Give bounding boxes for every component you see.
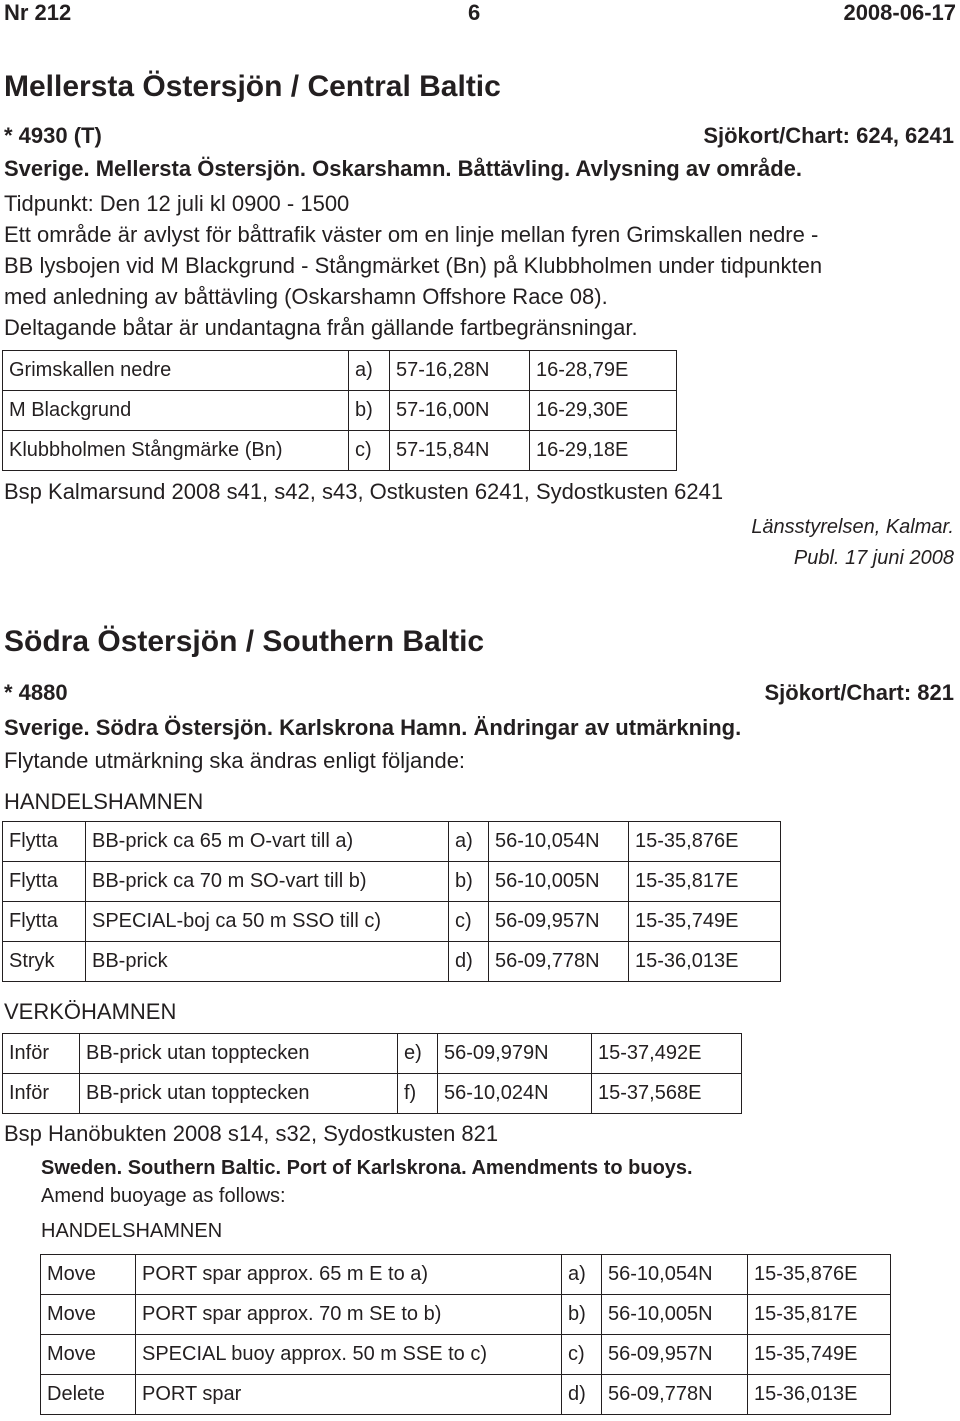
heading-handelshamnen-english: HANDELSHAMNEN xyxy=(41,1220,223,1242)
table-cell: b) xyxy=(349,391,390,431)
table-cell: 15-35,876E xyxy=(748,1255,891,1295)
notice-number-southern: * 4880 xyxy=(4,680,68,705)
table-cell: 15-37,568E xyxy=(592,1074,742,1114)
heading-verkohamnen: VERKÖHAMNEN xyxy=(4,999,177,1024)
table-cell: 57-16,00N xyxy=(390,391,530,431)
page-number: 6 xyxy=(468,0,481,25)
table-cell: 56-09,957N xyxy=(602,1335,748,1375)
table-cell: 56-10,054N xyxy=(602,1255,748,1295)
section-title-southern: Södra Östersjön / Southern Baltic xyxy=(4,625,485,658)
table-cell: 15-35,876E xyxy=(629,822,781,862)
notice-body-central xyxy=(4,188,822,343)
body-line: med anledning av båttävling (Oskarshamn Offshore Race 08). xyxy=(4,284,608,309)
table-cell: Move xyxy=(41,1335,136,1375)
table-cell: M Blackgrund xyxy=(3,391,349,431)
table-cell: PORT spar approx. 70 m SE to b) xyxy=(136,1295,562,1335)
table-cell: b) xyxy=(562,1295,602,1335)
table-cell: SPECIAL-boj ca 50 m SSO till c) xyxy=(86,902,449,942)
heading-handelshamnen: HANDELSHAMNEN xyxy=(4,789,204,814)
notice-subject-central: Sverige. Mellersta Östersjön. Oskarshamn. Båttävling. Avlysning av område. xyxy=(4,156,802,181)
table-cell: 56-10,054N xyxy=(489,822,629,862)
notice-subject-southern: Sverige. Södra Östersjön. Karlskrona Hamn. Ändringar av utmärkning. xyxy=(4,715,742,740)
table-row xyxy=(41,1335,891,1375)
table-row xyxy=(41,1375,891,1415)
table-cell: BB-prick ca 70 m SO-vart till b) xyxy=(86,862,449,902)
table-cell: a) xyxy=(562,1255,602,1295)
notice-intro-english: Amend buoyage as follows: xyxy=(41,1185,286,1207)
buoy-table-handelshamnen xyxy=(2,821,781,982)
table-cell: c) xyxy=(449,902,489,942)
table-cell: 16-28,79E xyxy=(530,351,677,391)
table-cell: Inför xyxy=(3,1034,80,1074)
table-cell: 15-35,817E xyxy=(629,862,781,902)
section-title-central: Mellersta Östersjön / Central Baltic xyxy=(4,70,501,103)
body-line: Tidpunkt: Den 12 juli kl 0900 - 1500 xyxy=(4,191,350,216)
buoy-table-verkohamnen xyxy=(2,1033,742,1114)
table-cell: d) xyxy=(449,942,489,982)
issue-date: 2008-06-17 xyxy=(843,0,956,25)
table-row xyxy=(3,1074,742,1114)
table-cell: Flytta xyxy=(3,862,86,902)
table-cell: BB-prick utan topptecken xyxy=(80,1074,398,1114)
table-row xyxy=(3,1034,742,1074)
table-row xyxy=(3,942,781,982)
position-table-central xyxy=(2,350,677,471)
table-cell: PORT spar approx. 65 m E to a) xyxy=(136,1255,562,1295)
table-cell: 56-09,778N xyxy=(602,1375,748,1415)
issue-number: Nr 212 xyxy=(4,0,72,25)
table-cell: 15-37,492E xyxy=(592,1034,742,1074)
bsp-reference-central: Bsp Kalmarsund 2008 s41, s42, s43, Ostkusten 6241, Sydostkusten 6241 xyxy=(4,479,724,504)
table-cell: Grimskallen nedre xyxy=(3,351,349,391)
table-cell: 15-36,013E xyxy=(629,942,781,982)
table-cell: BB-prick ca 65 m O-vart till a) xyxy=(86,822,449,862)
table-cell: PORT spar xyxy=(136,1375,562,1415)
table-cell: 56-10,005N xyxy=(489,862,629,902)
body-line: BB lysbojen vid M Blackgrund - Stångmärket (Bn) på Klubbholmen under tidpunkten xyxy=(4,253,823,278)
table-cell: 56-10,005N xyxy=(602,1295,748,1335)
notice-subject-english: Sweden. Southern Baltic. Port of Karlskrona. Amendments to buoys. xyxy=(41,1157,693,1179)
bsp-reference-southern: Bsp Hanöbukten 2008 s14, s32, Sydostkusten 821 xyxy=(4,1121,499,1146)
chart-ref-central: Sjökort/Chart: 624, 6241 xyxy=(703,123,954,148)
issuing-authority: Länsstyrelsen, Kalmar. xyxy=(751,516,954,538)
table-row xyxy=(41,1295,891,1335)
table-cell: e) xyxy=(398,1034,438,1074)
table-cell: Inför xyxy=(3,1074,80,1114)
table-cell: 57-15,84N xyxy=(390,431,530,471)
table-cell: b) xyxy=(449,862,489,902)
table-row xyxy=(3,391,677,431)
chart-ref-southern: Sjökort/Chart: 821 xyxy=(764,680,954,705)
table-cell: a) xyxy=(349,351,390,391)
table-row xyxy=(3,902,781,942)
table-cell: Flytta xyxy=(3,902,86,942)
table-row xyxy=(3,822,781,862)
table-cell: 15-36,013E xyxy=(748,1375,891,1415)
table-cell: 16-29,30E xyxy=(530,391,677,431)
buoy-table-english xyxy=(40,1254,891,1415)
table-cell: Move xyxy=(41,1295,136,1335)
table-cell: 56-09,778N xyxy=(489,942,629,982)
table-cell: a) xyxy=(449,822,489,862)
table-cell: 16-29,18E xyxy=(530,431,677,471)
table-cell: 56-09,979N xyxy=(438,1034,592,1074)
table-cell: Stryk xyxy=(3,942,86,982)
table-row xyxy=(3,862,781,902)
table-cell: 57-16,28N xyxy=(390,351,530,391)
table-cell: BB-prick xyxy=(86,942,449,982)
body-line: Ett område är avlyst för båttrafik väster om en linje mellan fyren Grimskallen nedre - xyxy=(4,222,819,247)
notice-intro-southern: Flytande utmärkning ska ändras enligt följande: xyxy=(4,748,466,773)
table-cell: BB-prick utan topptecken xyxy=(80,1034,398,1074)
publication-date: Publ. 17 juni 2008 xyxy=(793,547,954,569)
table-cell: c) xyxy=(349,431,390,471)
body-line: Deltagande båtar är undantagna från gällande fartbegränsningar. xyxy=(4,315,638,340)
table-row xyxy=(3,351,677,391)
table-cell: c) xyxy=(562,1335,602,1375)
table-cell: d) xyxy=(562,1375,602,1415)
table-cell: f) xyxy=(398,1074,438,1114)
table-row xyxy=(41,1255,891,1295)
table-row xyxy=(3,431,677,471)
table-cell: 56-10,024N xyxy=(438,1074,592,1114)
table-cell: 15-35,749E xyxy=(629,902,781,942)
table-cell: Flytta xyxy=(3,822,86,862)
table-cell: Delete xyxy=(41,1375,136,1415)
table-cell: SPECIAL buoy approx. 50 m SSE to c) xyxy=(136,1335,562,1375)
table-cell: Klubbholmen Stångmärke (Bn) xyxy=(3,431,349,471)
table-cell: 56-09,957N xyxy=(489,902,629,942)
table-cell: 15-35,817E xyxy=(748,1295,891,1335)
notice-number-central: * 4930 (T) xyxy=(4,123,102,148)
table-cell: 15-35,749E xyxy=(748,1335,891,1375)
table-cell: Move xyxy=(41,1255,136,1295)
